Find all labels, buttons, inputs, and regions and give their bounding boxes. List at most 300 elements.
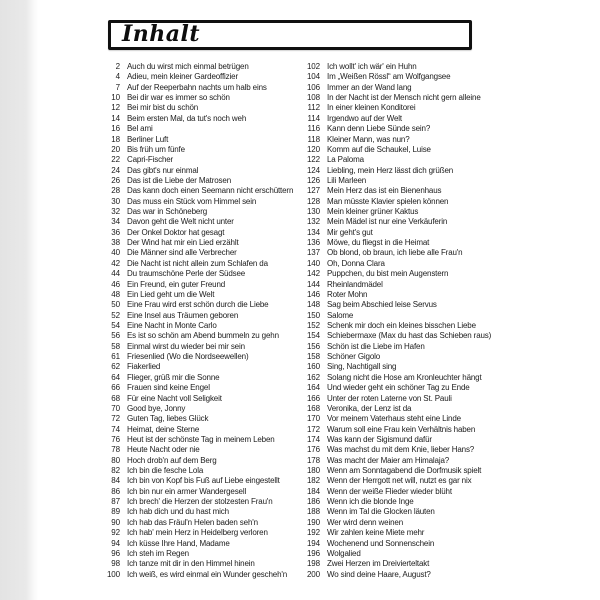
toc-entry-page-number: 32 [111,207,120,217]
toc-entry-title: Ich hab dich und du hast mich [127,507,229,517]
toc-entry [296,300,491,310]
toc-entry-title: Wo sind deine Haare, August? [327,569,431,579]
toc-entry-title: Du traumschöne Perle der Südsee [127,269,246,279]
toc-entry-title: Der Wind hat mir ein Lied erzählt [127,238,239,248]
toc-entry [296,559,491,569]
toc-entry-page-number: 120 [306,144,320,154]
toc-entry [296,373,491,383]
toc-entry [96,518,293,528]
toc-entry-page-number: 180 [306,466,320,476]
toc-entry [96,217,293,227]
toc-entry [96,362,293,372]
toc-entry-title: Veronika, der Lenz ist da [327,403,412,413]
toc-entry [96,414,293,424]
toc-entry-page-number: 124 [306,165,320,175]
toc-entry-page-number: 106 [306,82,320,92]
toc-entry-page-number: 176 [306,445,320,455]
toc-entry [296,248,491,258]
toc-entry-title: Für eine Nacht voll Seligkeit [127,393,222,403]
toc-entry [296,456,491,466]
toc-entry-title: Puppchen, du bist mein Augenstern [327,269,449,279]
toc-entry [96,404,293,414]
toc-entry-page-number: 10 [111,93,120,103]
toc-entry-title: Schiebermaxe (Max du hast das Schieben raus) [327,331,492,341]
toc-entry [96,487,293,497]
toc-entry-title: Das muss ein Stück vom Himmel sein [127,196,257,206]
toc-entry-page-number: 74 [111,424,120,434]
toc-entry-page-number: 98 [111,559,120,569]
toc-column-left [96,62,293,580]
toc-entry-page-number: 146 [306,289,320,299]
toc-entry [96,570,293,580]
toc-entry [296,321,491,331]
toc-entry [96,497,293,507]
toc-entry-page-number: 156 [306,341,320,351]
toc-entry [296,394,491,404]
toc-entry-page-number: 102 [306,62,320,71]
toc-entry [296,549,491,559]
toc-entry-title: Mein Mädel ist nur eine Verkäuferin [327,217,448,227]
toc-entry-page-number: 72 [111,414,120,424]
toc-entry-title: Im „Weißen Rössl“ am Wolfgangsee [327,72,451,82]
toc-entry [96,290,293,300]
toc-entry [96,135,293,145]
toc-entry-page-number: 7 [115,82,120,92]
toc-entry-title: Friesenlied (Wo die Nordseewellen) [127,352,249,362]
toc-entry-page-number: 96 [111,548,120,558]
toc-entry-page-number: 89 [111,507,120,517]
toc-entry-page-number: 94 [111,538,120,548]
toc-entry-title: Mir geht's gut [327,227,373,237]
toc-entry [296,383,491,393]
toc-entry-title: Ich tanze mit dir in den Himmel hinein [127,559,255,569]
toc-entry-page-number: 16 [111,124,120,134]
toc-entry [96,166,293,176]
toc-entry [296,135,491,145]
toc-entry-page-number: 100 [106,569,120,579]
toc-entry-title: Bel ami [127,124,153,134]
toc-entry-title: Guten Tag, liebes Glück [127,414,209,424]
toc-entry-title: Zwei Herzen im Dreivierteltakt [327,559,430,569]
toc-entry-page-number: 108 [306,93,320,103]
toc-entry-title: Vor meinem Vaterhaus steht eine Linde [327,414,461,424]
toc-entry-page-number: 92 [111,528,120,538]
toc-entry-title: Heut ist der schönste Tag in meinem Leben [127,434,275,444]
toc-entry-title: Ich steh im Regen [127,548,189,558]
toc-entry-page-number: 82 [111,466,120,476]
toc-entry-page-number: 52 [111,310,120,320]
toc-entry-title: Rheinlandmädel [327,279,383,289]
toc-entry [96,352,293,362]
toc-entry [296,342,491,352]
toc-entry-page-number: 154 [306,331,320,341]
toc-entry-page-number: 2 [115,62,120,71]
toc-entry-title: Das kann doch einen Seemann nicht erschüttern [127,186,294,196]
toc-entry-title: Roter Mohn [327,289,368,299]
toc-entry-page-number: 186 [306,497,320,507]
toc-entry-title: Sag beim Abschied leise Servus [327,300,437,310]
toc-entry [96,559,293,569]
toc-entry-title: Und wieder geht ein schöner Tag zu Ende [327,383,470,393]
toc-entry [96,238,293,248]
toc-entry-page-number: 84 [111,476,120,486]
toc-entry-page-number: 48 [111,289,120,299]
toc-entry [96,145,293,155]
toc-entry-page-number: 137 [306,248,320,258]
toc-entry [296,466,491,476]
toc-entry [96,155,293,165]
toc-entry-page-number: 36 [111,227,120,237]
toc-entry-title: Bei mir bist du schön [127,103,199,113]
toc-entry-page-number: 104 [306,72,320,82]
toc-entry-page-number: 44 [111,269,120,279]
toc-entry-page-number: 56 [111,331,120,341]
toc-entry-title: Heute Nacht oder nie [127,445,200,455]
toc-entry-page-number: 68 [111,393,120,403]
toc-entry-title: La Paloma [327,155,364,165]
toc-entry [296,570,491,580]
toc-entry [296,124,491,134]
toc-entry-title: Eine Nacht in Monte Carlo [127,320,217,330]
toc-entry [296,362,491,372]
toc-entry-title: Eine Frau wird erst schön durch die Liebe [127,300,269,310]
toc-entry-title: Wochenend und Sonnenschein [327,538,435,548]
toc-entry-page-number: 78 [111,445,120,455]
toc-entry [296,331,491,341]
toc-entry-title: Unter der roten Laterne von St. Pauli [327,393,452,403]
toc-entry-page-number: 142 [306,269,320,279]
toc-entry-title: In der Nacht ist der Mensch nicht gern alleine [327,93,481,103]
toc-entry-title: Mein Herz das ist ein Bienenhaus [327,186,442,196]
toc-entry-page-number: 128 [306,196,320,206]
toc-entry-page-number: 130 [306,207,320,217]
toc-entry-page-number: 34 [111,217,120,227]
toc-entry [96,435,293,445]
toc-entry-title: Ich bin nur ein armer Wandergesell [127,486,247,496]
toc-entry [96,445,293,455]
toc-entry-page-number: 188 [306,507,320,517]
toc-entry-title: Was machst du mit dem Knie, lieber Hans? [327,445,475,455]
toc-entry [296,280,491,290]
toc-entry-title: Die Männer sind alle Verbrecher [127,248,237,258]
toc-entry-page-number: 132 [306,217,320,227]
page-title: Inhalt [122,21,201,47]
toc-entry [296,93,491,103]
toc-entry [296,435,491,445]
toc-entry [296,352,491,362]
toc-entry-title: Flieger, grüß mir die Sonne [127,372,220,382]
toc-entry-title: Der Onkel Doktor hat gesagt [127,227,225,237]
toc-entry-page-number: 116 [307,124,320,134]
toc-entry [296,528,491,538]
toc-entry-title: Ich bin die fesche Lola [127,466,204,476]
toc-entry-title: Wolgalied [327,548,361,558]
toc-entry-title: Fiakerlied [127,362,161,372]
toc-entry [96,311,293,321]
toc-entry-page-number: 50 [111,300,120,310]
toc-entry [96,186,293,196]
toc-entry [296,290,491,300]
toc-entry-page-number: 134 [306,227,320,237]
toc-entry [96,476,293,486]
toc-entry [296,72,491,82]
toc-entry-page-number: 126 [306,175,320,185]
toc-entry-title: Hoch drob'n auf dem Berg [127,455,217,465]
toc-entry-title: Bei dir war es immer so schön [127,93,230,103]
toc-entry-title: Einmal wirst du wieder bei mir sein [127,341,245,351]
toc-entry-page-number: 184 [306,486,320,496]
toc-entry-page-number: 76 [111,434,120,444]
toc-entry-title: Wenn im Tal die Glocken läuten [327,507,435,517]
toc-entry [96,197,293,207]
toc-entry-title: Lili Marleen [327,175,367,185]
toc-entry-page-number: 170 [306,414,320,424]
toc-entry [296,445,491,455]
toc-entry-title: Ein Freund, ein guter Freund [127,279,226,289]
toc-entry [296,228,491,238]
scan-edge-shading [0,0,38,600]
toc-entry-page-number: 118 [307,134,320,144]
toc-entry [96,528,293,538]
toc-entry-page-number: 200 [306,569,320,579]
toc-entry-page-number: 164 [306,383,320,393]
title-box [108,20,472,50]
toc-entry [296,197,491,207]
toc-entry-page-number: 86 [111,486,120,496]
toc-entry-page-number: 26 [111,175,120,185]
toc-entry-page-number: 58 [111,341,120,351]
toc-entry [96,228,293,238]
toc-entry-page-number: 42 [111,258,120,268]
toc-entry-page-number: 64 [111,372,120,382]
toc-entry-title: Das war in Schöneberg [127,207,208,217]
toc-entry-page-number: 70 [111,403,120,413]
toc-entry-page-number: 136 [306,238,320,248]
toc-entry-page-number: 18 [111,134,120,144]
toc-entry [296,103,491,113]
toc-entry-page-number: 196 [306,548,320,558]
toc-entry [96,300,293,310]
toc-entry-page-number: 190 [306,517,320,527]
toc-entry-title: Wenn am Sonntagabend die Dorfmusik spielt [327,466,482,476]
toc-entry-title: Warum soll eine Frau kein Verhältnis haben [327,424,476,434]
toc-entry [296,207,491,217]
toc-entry [96,176,293,186]
toc-entry [96,248,293,258]
toc-entry-title: Ich küsse Ihre Hand, Madame [127,538,230,548]
toc-entry [96,124,293,134]
toc-entry-title: Berliner Luft [127,134,169,144]
toc-entry [296,83,491,93]
toc-entry-title: Die Nacht ist nicht allein zum Schlafen da [127,258,268,268]
toc-entry-title: Das gibt's nur einmal [127,165,199,175]
toc-entry [96,466,293,476]
toc-entry [296,311,491,321]
toc-entry-title: Immer an der Wand lang [327,82,412,92]
toc-entry [96,114,293,124]
toc-entry [96,383,293,393]
toc-entry [96,394,293,404]
toc-entry [296,166,491,176]
toc-entry-page-number: 46 [111,279,120,289]
toc-entry-title: Wenn ich die blonde Inge [327,497,414,507]
toc-entry-title: Möwe, du fliegst in die Heimat [327,238,430,248]
toc-entry-page-number: 61 [111,352,120,362]
toc-entry-title: Eine Insel aus Träumen geboren [127,310,239,320]
toc-entry-title: Ich hab' mein Herz in Heidelberg verloren [127,528,268,538]
toc-entry-page-number: 166 [306,393,320,403]
toc-entry-title: Wer wird denn weinen [327,517,404,527]
toc-entry-page-number: 192 [306,528,320,538]
toc-entry-title: Frauen sind keine Engel [127,383,210,393]
toc-entry [96,103,293,113]
toc-entry-title: Solang nicht die Hose am Kronleuchter hängt [327,372,482,382]
toc-entry-title: Ich weiß, es wird einmal ein Wunder gescheh'n [127,569,288,579]
toc-entry-page-number: 162 [306,372,320,382]
toc-entry-page-number: 112 [307,103,320,113]
toc-entry-title: Ob blond, ob braun, ich liebe alle Frau'n [327,248,463,258]
toc-entry-title: Was macht der Maier am Himalaja? [327,455,450,465]
toc-entry-title: Davon geht die Welt nicht unter [127,217,234,227]
toc-entry-page-number: 178 [306,455,320,465]
toc-entry [296,62,491,72]
toc-entry [296,269,491,279]
toc-entry-page-number: 127 [306,186,320,196]
toc-entry-title: Was kann der Sigismund dafür [327,434,432,444]
toc-entry-page-number: 198 [306,559,320,569]
toc-entry-page-number: 80 [111,455,120,465]
toc-entry-title: Ich bin von Kopf bis Fuß auf Liebe eingestellt [127,476,280,486]
toc-entry [296,507,491,517]
toc-entry [96,269,293,279]
toc-entry [296,186,491,196]
toc-entry [96,549,293,559]
toc-entry-page-number: 38 [111,238,120,248]
toc-entry-page-number: 62 [111,362,120,372]
toc-entry [96,342,293,352]
toc-entry-page-number: 14 [111,113,120,123]
toc-entry-title: Kann denn Liebe Sünde sein? [327,124,431,134]
toc-entry [296,487,491,497]
toc-entry-title: In einer kleinen Konditorei [327,103,416,113]
toc-entry [96,456,293,466]
toc-entry-page-number: 158 [306,352,320,362]
toc-entry-title: Das ist die Liebe der Matrosen [127,175,232,185]
toc-entry-title: Auf der Reeperbahn nachts um halb eins [127,82,267,92]
toc-entry [96,280,293,290]
toc-entry-page-number: 114 [307,113,320,123]
toc-entry-page-number: 66 [111,383,120,393]
toc-entry-page-number: 174 [306,434,320,444]
toc-entry-page-number: 140 [306,258,320,268]
toc-entry-page-number: 152 [306,320,320,330]
toc-entry [96,507,293,517]
toc-entry-title: Kleiner Mann, was nun? [327,134,410,144]
toc-entry-page-number: 144 [306,279,320,289]
toc-entry [296,145,491,155]
toc-entry-title: Wenn der weiße Flieder wieder blüht [327,486,452,496]
toc-entry-title: Schön ist die Liebe im Hafen [327,341,425,351]
toc-entry-title: Wir zahlen keine Miete mehr [327,528,425,538]
toc-entry-title: Wenn der Herrgott net will, nutzt es gar nix [327,476,472,486]
toc-entry-title: Irgendwo auf der Welt [327,113,402,123]
toc-entry-title: Ich hab das Fräul'n Helen baden seh'n [127,517,258,527]
toc-entry-page-number: 54 [111,320,120,330]
toc-entry-title: Man müsste Klavier spielen können [327,196,449,206]
toc-entry [296,414,491,424]
toc-entry-page-number: 30 [111,196,120,206]
toc-entry-title: Auch du wirst mich einmal betrügen [127,62,249,71]
toc-entry [96,331,293,341]
toc-entry-page-number: 40 [111,248,120,258]
toc-entry-title: Salome [327,310,354,320]
toc-entry-page-number: 22 [111,155,120,165]
toc-entry-page-number: 20 [111,144,120,154]
toc-entry-title: Bis früh um fünfe [127,144,185,154]
toc-entry [296,518,491,528]
toc-entry-title: Heimat, deine Sterne [127,424,200,434]
toc-entry-title: Ein Lied geht um die Welt [127,289,215,299]
toc-entry [96,259,293,269]
toc-entry-title: Oh, Donna Clara [327,258,385,268]
toc-entry [296,217,491,227]
toc-entry [296,259,491,269]
toc-entry [296,476,491,486]
toc-entry [296,497,491,507]
toc-entry [96,83,293,93]
toc-entry [296,114,491,124]
toc-entry [96,539,293,549]
toc-entry-title: Liebling, mein Herz lässt dich grüßen [327,165,454,175]
toc-entry-title: Adieu, mein kleiner Gardeoffizier [127,72,238,82]
toc-entry-title: Capri-Fischer [127,155,174,165]
toc-entry-page-number: 148 [306,300,320,310]
toc-entry-page-number: 12 [111,103,120,113]
toc-entry-page-number: 150 [306,310,320,320]
toc-entry-page-number: 122 [306,155,320,165]
toc-entry [96,321,293,331]
toc-entry [96,425,293,435]
toc-entry-title: Mein kleiner grüner Kaktus [327,207,419,217]
toc-entry-title: Sing, Nachtigall sing [327,362,397,372]
toc-entry-title: Schenk mir doch ein kleines bisschen Liebe [327,320,476,330]
toc-entry-page-number: 182 [306,476,320,486]
toc-entry-title: Schöner Gigolo [327,352,381,362]
toc-entry [296,176,491,186]
toc-entry-page-number: 160 [306,362,320,372]
toc-entry [296,425,491,435]
toc-entry-title: Ich wollt' ich wär' ein Huhn [327,62,417,71]
toc-entry-page-number: 4 [115,72,120,82]
toc-entry [96,373,293,383]
toc-entry-page-number: 172 [306,424,320,434]
toc-entry-title: Ich brech' die Herzen der stolzesten Frau'n [127,497,273,507]
toc-column-right [296,62,491,580]
toc-entry-page-number: 24 [111,165,120,175]
toc-entry-page-number: 194 [306,538,320,548]
toc-entry-page-number: 168 [306,403,320,413]
toc-entry-page-number: 90 [111,517,120,527]
toc-entry [96,207,293,217]
toc-entry [96,62,293,72]
toc-entry-title: Komm auf die Schaukel, Luise [327,144,431,154]
toc-entry-title: Beim ersten Mal, da tut's noch weh [127,113,247,123]
toc-entry-title: Es ist so schön am Abend bummeln zu gehn [127,331,279,341]
toc-entry [96,72,293,82]
toc-entry [296,238,491,248]
toc-entry [96,93,293,103]
toc-entry-title: Good bye, Jonny [127,403,186,413]
